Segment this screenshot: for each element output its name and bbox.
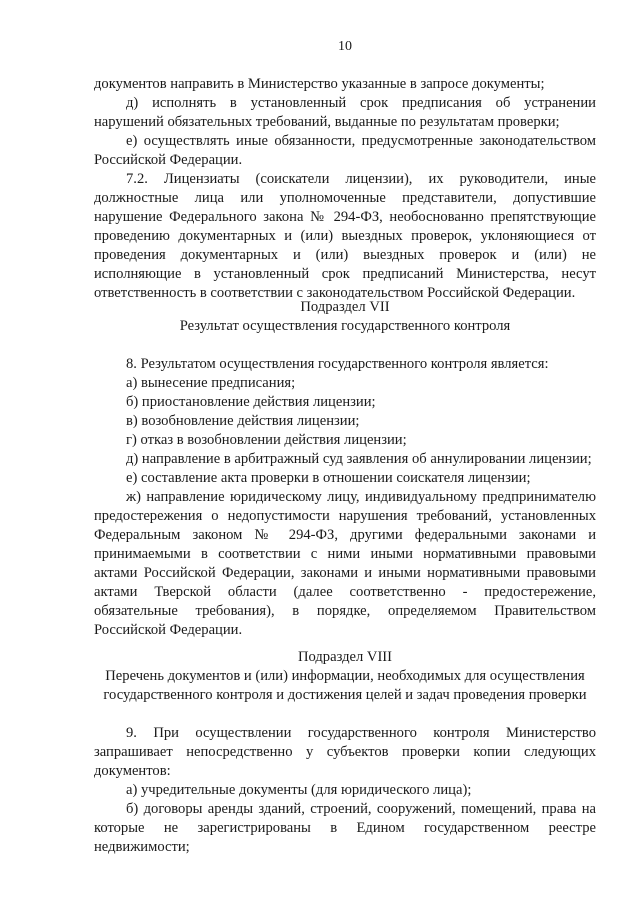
paragraph: 8. Результатом осуществления государственного контроля является: xyxy=(126,356,549,372)
intro-section xyxy=(94,75,596,303)
page-number: 10 xyxy=(338,39,352,54)
paragraph: 9. При осуществлении государственного контроля Министерство запрашивает непосредственно у субъектов проверки копии следующих документов: xyxy=(94,725,596,779)
list-item: ж) направление юридическому лицу, индивидуальному предпринимателю предостережения о недопустимости нарушения требований, установленных Федеральным законом № 294-ФЗ, другими федеральными законами и принимаемыми в соответствии с ними иными нормативными правовыми актами Российской Федерации, законами и иными нормативными правовыми актами Тверской области (далее соответственно - предостережение, обязательные требования), в порядке, определяемом Правительством Российской Федерации. xyxy=(94,489,596,638)
subsection-title: Результат осуществления государственного контроля xyxy=(179,318,511,334)
list-item: б) приостановление действия лицензии; xyxy=(126,394,376,410)
list-item: е) составление акта проверки в отношении соискателя лицензии; xyxy=(126,470,531,486)
list-item: б) договоры аренды зданий, строений, сооружений, помещений, права на которые не зарегистрированы в Едином государственном реестре недвижимости; xyxy=(94,801,596,855)
subsection-heading: Подраздел VII xyxy=(300,299,390,315)
paragraph: 7.2. Лицензиаты (соискатели лицензии), их руководители, иные должностные лица или уполномоченные представители, допустившие нарушение Федерального закона № 294-ФЗ, необоснованно препятствующие проведению документарных и (или) выездных проверок, уклоняющиеся от проведения документарных и (или) выездных проверок и (или) не исполняющие в установленный срок предписаний Министерства, несут ответственность в соответствии с законодательством Российской Федерации. xyxy=(94,171,596,301)
list-item: г) отказ в возобновлении действия лицензии; xyxy=(126,432,407,448)
paragraph: е) осуществлять иные обязанности, предусмотренные законодательством Российской Федерации. xyxy=(94,133,596,168)
subsection-heading: Подраздел VIII xyxy=(297,649,393,665)
paragraph: д) исполнять в установленный срок предписания об устранении нарушений обязательных требований, выданные по результатам проверки; xyxy=(94,95,596,130)
paragraph: документов направить в Министерство указанные в запросе документы; xyxy=(94,76,545,92)
subsection-title: Перечень документов и (или) информации, необходимых для осуществления государственного контроля и достижения целей и задач проведения проверки xyxy=(103,668,587,703)
list-item: в) возобновление действия лицензии; xyxy=(126,413,360,429)
list-item: д) направление в арбитражный суд заявления об аннулировании лицензии; xyxy=(126,451,592,467)
subsection-7 xyxy=(94,298,596,640)
list-item: а) учредительные документы (для юридического лица); xyxy=(126,782,472,798)
subsection-8 xyxy=(94,648,596,857)
list-item: а) вынесение предписания; xyxy=(126,375,296,391)
